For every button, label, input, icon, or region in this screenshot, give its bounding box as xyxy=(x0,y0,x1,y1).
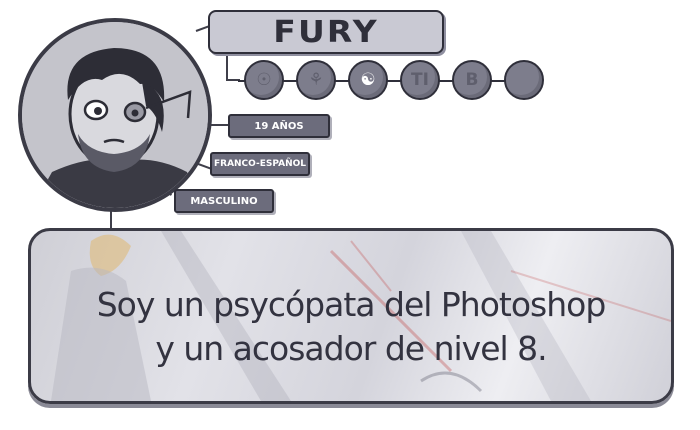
quote-box xyxy=(28,228,674,404)
badge-1-icon[interactable]: ☉ xyxy=(244,60,284,100)
nationality-label: FRANCO-ESPAÑOL xyxy=(213,159,307,169)
gender-label: MASCULINO xyxy=(190,195,258,207)
badge-6-icon[interactable] xyxy=(504,60,544,100)
badge-3-icon[interactable]: ☯ xyxy=(348,60,388,100)
age-label: 19 AÑOS xyxy=(254,120,304,132)
badge-2-icon[interactable]: ⚘ xyxy=(296,60,336,100)
character-name: FURY xyxy=(273,14,379,50)
connector-line xyxy=(226,50,228,80)
nationality-pill xyxy=(210,152,310,176)
avatar-illustration xyxy=(22,22,208,208)
badge-4-icon[interactable]: TI xyxy=(400,60,440,100)
gender-pill xyxy=(174,189,274,213)
quote-line-2: y un acosador de nivel 8. xyxy=(155,329,547,368)
name-banner xyxy=(208,10,444,54)
badge-5-icon[interactable]: B xyxy=(452,60,492,100)
avatar xyxy=(18,18,212,212)
quote-text xyxy=(31,283,671,371)
quote-line-1: Soy un psycópata del Photoshop xyxy=(96,285,606,324)
age-pill xyxy=(228,114,330,138)
